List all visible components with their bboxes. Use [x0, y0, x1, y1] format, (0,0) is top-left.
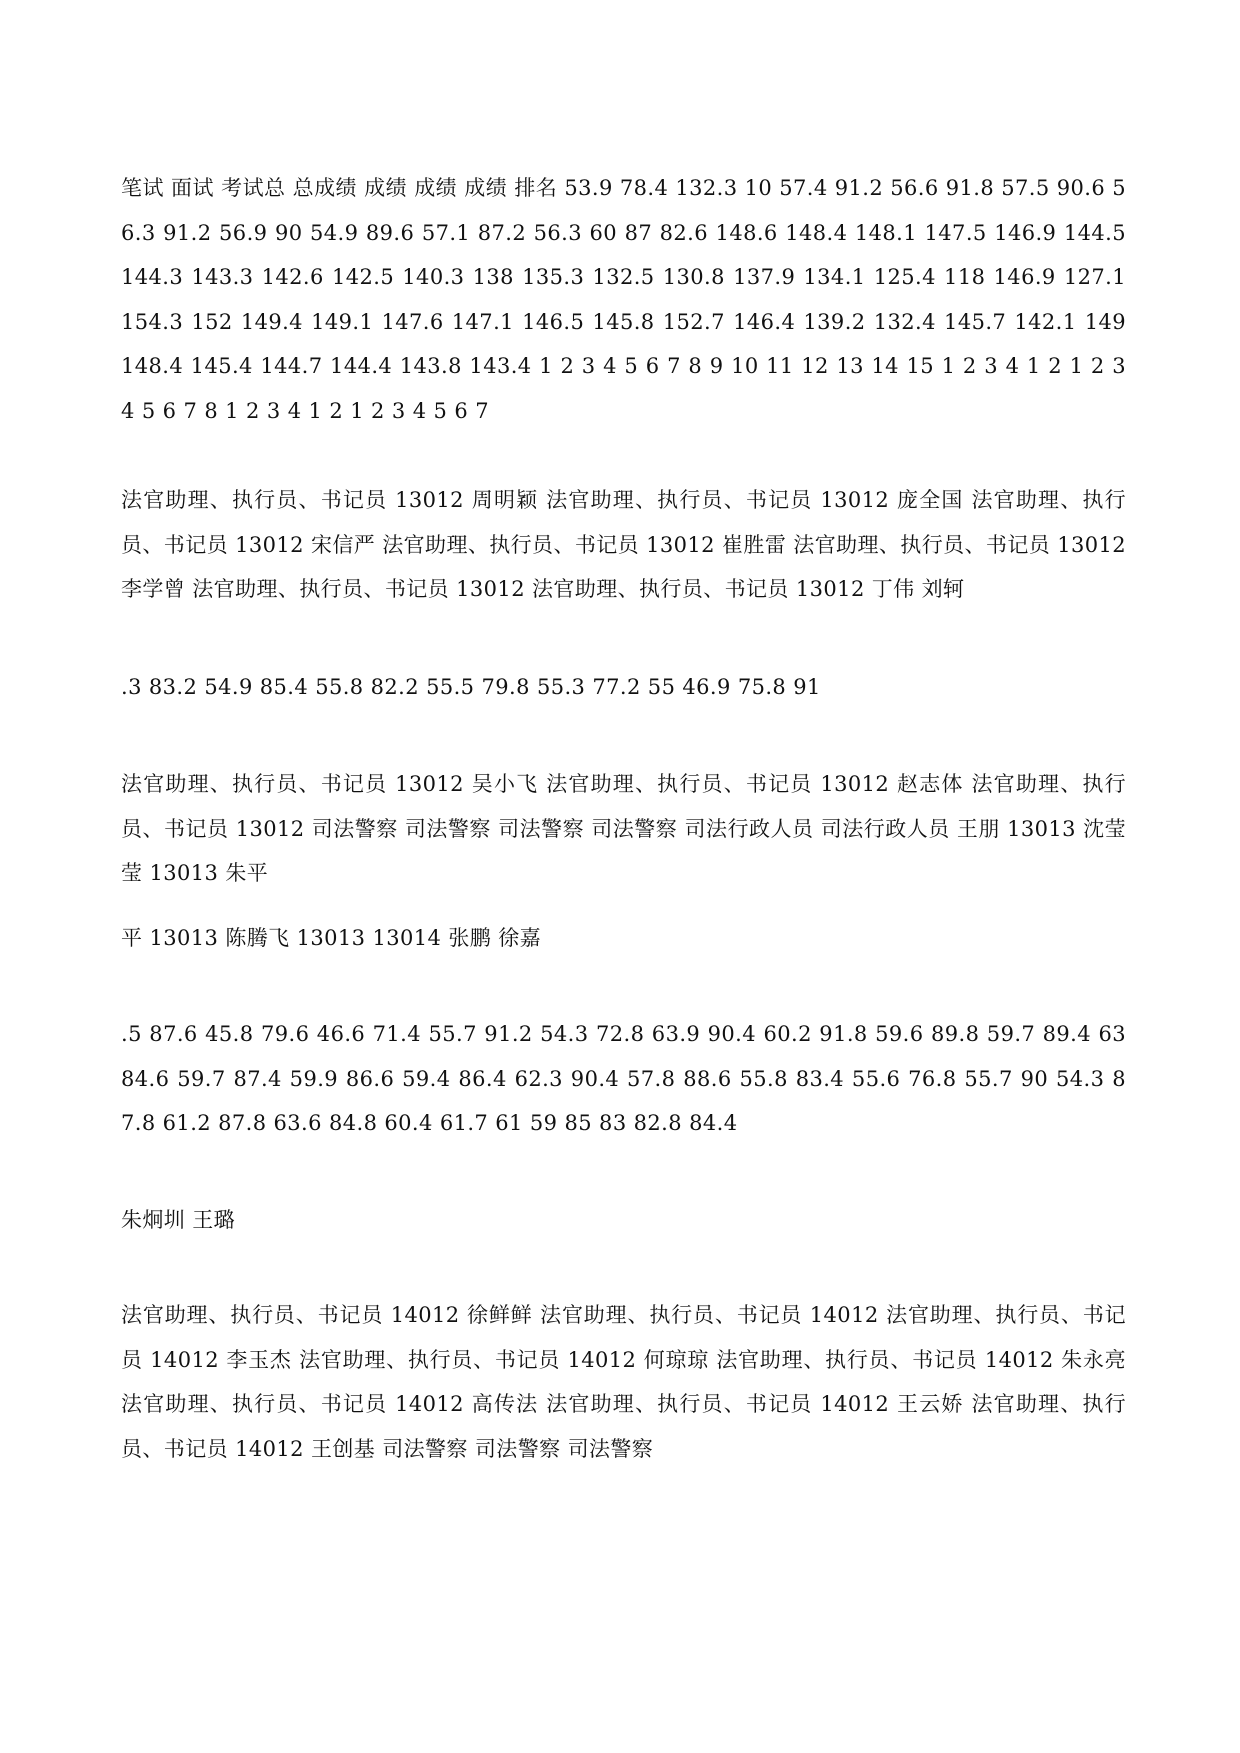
paragraph-positions-14012: 法官助理、执行员、书记员 14012 徐鲜鲜 法官助理、执行员、书记员 14012 法官助理、执行员、书记员 14012 李玉杰 法官助理、执行员、书记员 14012 何琼琼 法官助理、执行员、书记员 14012 朱永亮 法官助理、执行员、书记员 14012 高传法 法官助理、执行员、书记员 14012 王云娇 法官助理、执行员、书记员 14012 王创基 司法警察 司法警察 司法警察 [121, 1303, 1126, 1461]
document-page [121, 166, 1126, 1471]
paragraph-names-13014: 平 13013 陈腾飞 13013 13014 张鹏 徐嘉 [121, 925, 542, 950]
paragraph-positions-13013: 法官助理、执行员、书记员 13012 吴小飞 法官助理、执行员、书记员 13012 赵志体 法官助理、执行员、书记员 13012 司法警察 司法警察 司法警察 司法警察 司法行政人员 司法行政人员 王朋 13013 沈莹莹 13013 朱平 [121, 772, 1126, 885]
paragraph-scores-fragment-2: .5 87.6 45.8 79.6 46.6 71.4 55.7 91.2 54.3 72.8 63.9 90.4 60.2 91.8 59.6 89.8 59.7 89.4 63 84.6 59.7 87.4 59.9 86.6 59.4 86.4 62.3 90.4 57.8 88.6 55.8 83.4 55.6 76.8 55.7 90 54.3 87.8 61.2 87.8 63.6 84.8 60.4 61.7 61 59 85 83 82.8 84.4 [121, 1022, 1126, 1135]
paragraph-names-short: 朱炯圳 王璐 [121, 1207, 236, 1232]
paragraph-scores-fragment-1: .3 83.2 54.9 85.4 55.8 82.2 55.5 79.8 55.3 77.2 55 46.9 75.8 91 [121, 674, 821, 699]
paragraph-positions-13012: 法官助理、执行员、书记员 13012 周明颖 法官助理、执行员、书记员 13012 庞全国 法官助理、执行员、书记员 13012 宋信严 法官助理、执行员、书记员 13012 崔胜雷 法官助理、执行员、书记员 13012 李学曾 法官助理、执行员、书记员 13012 法官助理、执行员、书记员 13012 丁伟 刘轲 [121, 488, 1126, 601]
paragraph-scores-ranks: 笔试 面试 考试总 总成绩 成绩 成绩 成绩 排名 53.9 78.4 132.3 10 57.4 91.2 56.6 91.8 57.5 90.6 56.3 91.2 56.9 90 54.9 89.6 57.1 87.2 56.3 60 87 82.6 148.6 148.4 148.1 147.5 146.9 144.5 144.3 143.3 142.6 142.5 140.3 138 135.3 132.5 130.8 137.9 134.1 125.4 118 146.9 127.1 154.3 152 149.4 149.1 147.6 147.1 146.5 145.8 152.7 146.4 139.2 132.4 145.7 142.1 149 148.4 145.4 144.7 144.4 143.8 143.4 1 2 3 4 5 6 7 8 9 10 11 12 13 14 15 1 2 3 4 1 2 1 2 3 4 5 6 7 8 1 2 3 4 1 2 1 2 3 4 5 6 7 [121, 176, 1126, 423]
